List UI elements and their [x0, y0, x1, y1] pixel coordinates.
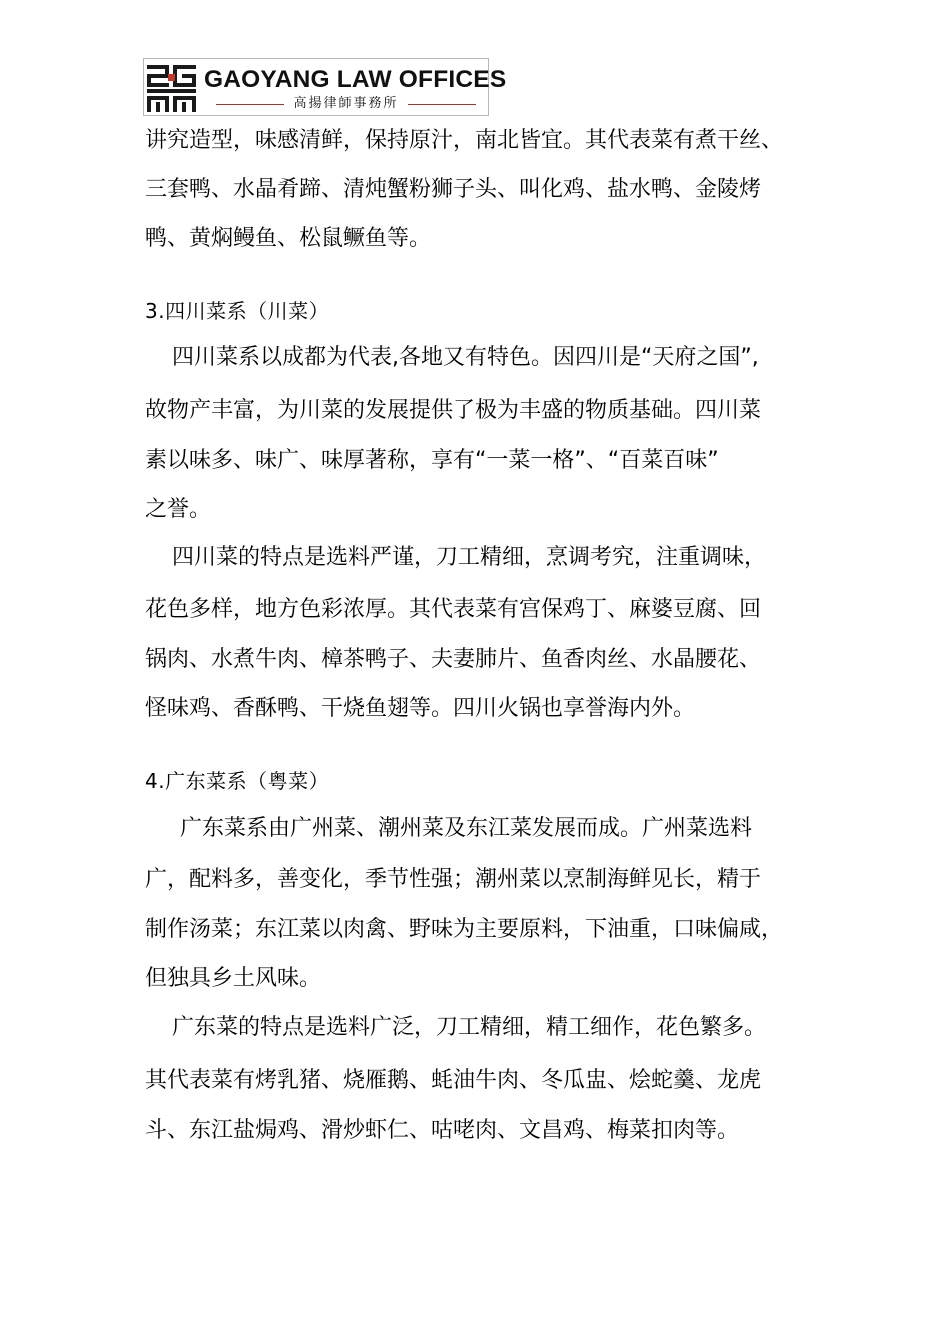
body-line: 素以味多、味广、味厚著称，享有“一菜一格”、“百菜百味”: [145, 448, 719, 473]
body-line: 其代表菜有烤乳猪、烧雁鹅、蚝油牛肉、冬瓜盅、烩蛇羹、龙虎: [145, 1068, 762, 1093]
body-line: 三套鸭、水晶肴蹄、清炖蟹粉狮子头、叫化鸡、盐水鸭、金陵烤: [145, 177, 762, 202]
firm-logo: [143, 58, 507, 116]
firm-name-english: GAOYANG LAW OFFICES: [204, 66, 507, 93]
body-line: 四川菜系以成都为代表,各地又有特色。因四川是“天府之国”,: [172, 345, 759, 370]
firm-name-chinese: 高揚律師事務所: [293, 96, 399, 111]
body-line: 之誉。: [145, 497, 212, 522]
section-heading-sichuan: 3.四川菜系（川菜）: [145, 299, 330, 323]
section-heading-guangdong: 4.广东菜系（粤菜）: [145, 769, 330, 793]
body-line: 斗、东江盐焗鸡、滑炒虾仁、咕咾肉、文昌鸡、梅菜扣肉等。: [145, 1118, 740, 1143]
gaoyang-logo-mark-icon: [146, 63, 198, 113]
body-line: 但独具乡土风味。: [145, 966, 322, 991]
logo-divider-right: [408, 104, 476, 105]
body-line: 制作汤菜；东江菜以肉禽、野味为主要原料，下油重，口味偏咸，: [145, 917, 784, 942]
body-line: 锅肉、水煮牛肉、樟茶鸭子、夫妻肺片、鱼香肉丝、水晶腰花、: [145, 647, 762, 672]
body-line: 故物产丰富，为川菜的发展提供了极为丰盛的物质基础。四川菜: [145, 398, 762, 423]
body-line: 鸭、黄焖鳗鱼、松鼠鳜鱼等。: [145, 226, 432, 251]
body-line: 花色多样，地方色彩浓厚。其代表菜有宫保鸡丁、麻婆豆腐、回: [145, 597, 762, 622]
body-line: 讲究造型，味感清鲜，保持原汁，南北皆宜。其代表菜有煮干丝、: [145, 128, 784, 153]
logo-divider-left: [216, 104, 284, 105]
body-line: 四川菜的特点是选料严谨，刀工精细，烹调考究，注重调味，: [172, 545, 767, 570]
body-line: 广东菜系由广州菜、潮州菜及东江菜发展而成。广州菜选料: [180, 816, 753, 841]
body-line: 广，配料多，善变化，季节性强；潮州菜以烹制海鲜见长，精于: [145, 867, 762, 892]
body-line: 广东菜的特点是选料广泛，刀工精细，精工细作，花色繁多。: [172, 1015, 767, 1040]
body-line: 怪味鸡、香酥鸭、干烧鱼翅等。四川火锅也享誉海内外。: [145, 696, 696, 721]
firm-name-chinese-row: [204, 95, 486, 113]
